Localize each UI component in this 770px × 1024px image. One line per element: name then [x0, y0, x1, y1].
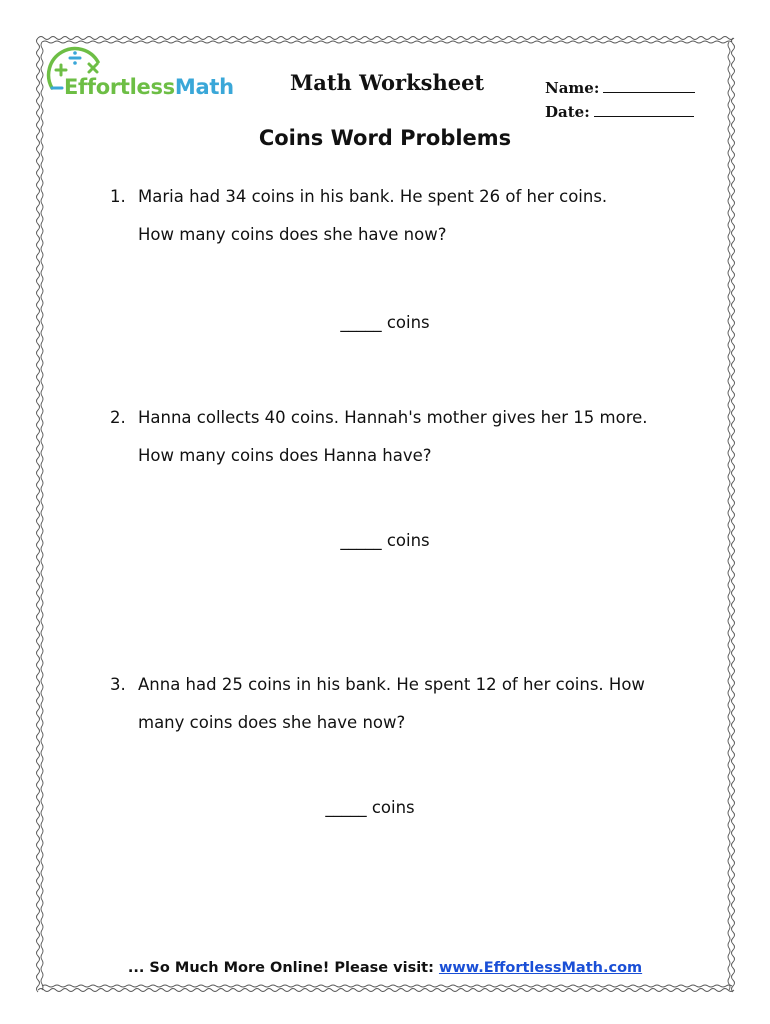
date-field: [545, 102, 694, 121]
answer-3: [0, 798, 755, 817]
logo-text-math: Math: [174, 75, 234, 99]
question-2-text-1: Hanna collects 40 coins. Hannah's mother gives her 15 more.: [138, 408, 648, 427]
logo-wordmark: [64, 75, 234, 99]
question-1-line-1: [110, 187, 607, 206]
footer: [0, 960, 770, 976]
date-label: Date:: [545, 103, 590, 121]
worksheet-title: Math Worksheet: [290, 70, 485, 95]
answer-2-text: _____ coins: [340, 531, 430, 550]
answer-1-text: _____ coins: [340, 313, 430, 332]
page-title-text: Coins Word Problems: [258, 126, 512, 150]
question-1-text-2: How many coins does she have now?: [138, 225, 447, 244]
question-3-line-1: [110, 675, 645, 694]
date-blank-line: [594, 102, 694, 117]
question-3-number: 3.: [110, 675, 126, 694]
footer-website-link[interactable]: www.EffortlessMath.com: [438, 960, 643, 976]
footer-text: ... So Much More Online! Please visit:: [127, 960, 439, 976]
name-blank-line: [603, 78, 695, 93]
question-2-line-1: [110, 408, 648, 427]
name-field: [545, 78, 695, 97]
question-1-text-1: Maria had 34 coins in his bank. He spent 26 of her coins.: [138, 187, 608, 206]
question-1-number: 1.: [110, 187, 126, 206]
question-3-text-2: many coins does she have now?: [138, 713, 406, 732]
question-2-text-2: How many coins does Hanna have?: [138, 446, 432, 465]
name-label: Name:: [545, 79, 600, 97]
page-title: [0, 126, 770, 150]
answer-1: [0, 313, 770, 332]
logo-text-effortless: Effortless: [64, 75, 175, 99]
answer-2: [0, 531, 770, 550]
answer-3-text: _____ coins: [325, 798, 415, 817]
question-3-text-1: Anna had 25 coins in his bank. He spent 12 of her coins. How: [138, 675, 645, 694]
question-2-number: 2.: [110, 408, 126, 427]
